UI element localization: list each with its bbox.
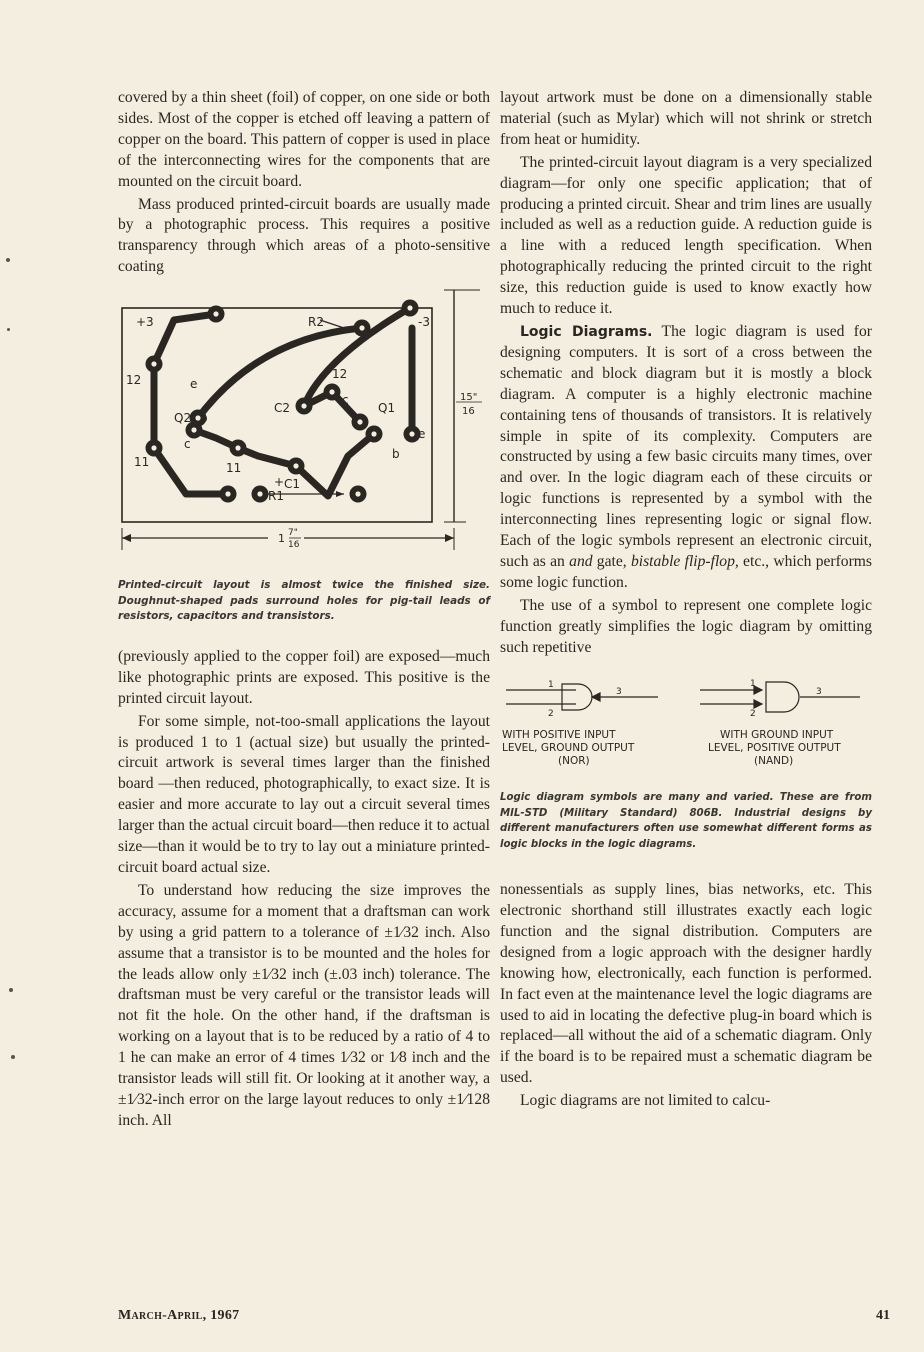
section-heading: Logic Diagrams. bbox=[520, 323, 653, 340]
gate-caption: WITH GROUND INPUT bbox=[720, 729, 834, 742]
gate-caption: LEVEL, POSITIVE OUTPUT bbox=[708, 742, 841, 755]
paragraph: Logic Diagrams. The logic diagram is used for designing computers. It is sort of a cross between the schematic and block diagram but it is mostly a block diagram. A computer is a highly electronic machine containing tens of thousands of transistors. It is relatively simple in spite of its complexity. Computers are constructed by using a few basic circuits many times, over and over. In the logic diagram each of these circuits or logic functions is represented by a symbol with the interconnecting lines representing logic or signal flow. Each of the logic symbols represent an electronic circuit, such as an and gate, bistable flip-flop, etc., which performs some logic function. bbox=[500, 322, 872, 591]
pcb-layout-diagram bbox=[118, 288, 490, 574]
label: R1 bbox=[268, 489, 284, 504]
pin-label: 2 bbox=[548, 709, 554, 720]
label: c bbox=[184, 437, 191, 452]
paragraph: layout artwork must be done on a dimensionally stable material (such as Mylar) which will not shrink or stretch from heat or humidity. bbox=[500, 89, 872, 148]
paragraph: (previously applied to the copper foil) are exposed—much like photographic prints are exposed. This positive is the printed circuit layout. bbox=[118, 647, 490, 707]
scan-speck bbox=[9, 988, 13, 992]
figure-caption: Printed-circuit layout is almost twice the finished size. Doughnut-shaped pads surround holes for pig-tail leads of resistors, capacitors and transistors. bbox=[118, 579, 490, 623]
paragraph: nonessentials as supply lines, bias networks, etc. This electronic shorthand still illustrates exactly each logic function and the signal distribution. Computers are designed from a logic approach with the designer hardly knowing how, electronically, each function is performed. In fact even at the maintenance level the logic diagrams are used to aid in locating the defective plug-in board which is replaced—all without the aid of a schematic diagram. Only if the board is to be repaired must a schematic diagram be used. bbox=[500, 881, 872, 1087]
pin-label: 2 bbox=[750, 709, 756, 720]
footer-issue: March-April, 1967 bbox=[118, 1308, 240, 1323]
paragraph: For some simple, not-too-small applications the layout is produced 1 to 1 (actual size) but usually the printed-circuit artwork is several times larger than the finished board —then reduced, photographically, to exact size. It is easier and more accurate to lay out a circuit several times larger than the actual circuit board—then reduce it to actual size—than it would be to try to lay out a miniature printed-circuit board actual size. bbox=[118, 712, 490, 876]
paragraph: The printed-circuit layout diagram is a very specialized diagram—for only one specific application; that of producing a printed circuit. Shear and trim lines are usually included as well as a reduction guide. A reduction guide is a line with a reduced length specification. When photographically reducing the printed circuit to the right size, this reduction guide is used to know exactly how much to reduce it. bbox=[500, 153, 872, 318]
label: e bbox=[190, 377, 198, 392]
gate-caption: WITH POSITIVE INPUT bbox=[502, 729, 616, 742]
label: 12 bbox=[126, 373, 142, 388]
pcb-figure bbox=[118, 288, 490, 574]
gate-caption: (NOR) bbox=[558, 755, 590, 768]
label: Q1 bbox=[378, 401, 396, 416]
label: b bbox=[200, 411, 208, 426]
gate-caption: LEVEL, GROUND OUTPUT bbox=[502, 742, 635, 755]
nand-gate bbox=[766, 682, 799, 712]
dimension-label: 16 bbox=[288, 540, 300, 551]
dimension-label: 7" bbox=[288, 528, 298, 539]
label: b bbox=[392, 447, 400, 462]
dimension-label: 15" bbox=[460, 392, 478, 404]
label: 11 bbox=[134, 455, 150, 470]
label: R2 bbox=[308, 315, 324, 330]
dimension-label: 1 bbox=[278, 532, 285, 546]
paragraph: The use of a symbol to represent one complete logic function greatly simplifies the logic diagram by omitting such repetitive bbox=[500, 596, 872, 656]
paragraph: To understand how reducing the size improves the accuracy, assume for a moment that a draftsman can work by using a grid pattern to a tolerance of ±1⁄32 inch. Also assume that a transistor is to be mounted and the holes for the leads allow only ±1⁄32 inch (±.03 inch) tolerance. The draftsman must be very careful or the transistor leads will not fit the hole. On the other hand, if the draftsman is working on a layout that is to be reduced by a ratio of 4 to 1 he can make an error of 4 times 1⁄32 or 1⁄8 inch and the transistor leads will still fit. Or looking at it another way, a ±1⁄32-inch error on the large layout reduces to only ±1⁄128 inch. All bbox=[118, 881, 490, 1129]
paragraph: Mass produced printed-circuit boards are usually made by a photographic process. This requires a positive transparency through which areas of a photo-sensitive coating bbox=[118, 195, 490, 276]
paragraph: covered by a thin sheet (foil) of copper, on one side or both sides. Most of the copper is etched off leaving a pattern of copper on the board. This pattern of copper is used in place of the interconnecting wires for the components that are mounted on the circuit board. bbox=[118, 89, 490, 190]
scan-speck bbox=[7, 328, 10, 331]
logic-figure bbox=[500, 676, 872, 782]
scan-speck bbox=[11, 1055, 15, 1059]
pin-label: 1 bbox=[750, 679, 756, 690]
nor-gate bbox=[562, 684, 592, 710]
label: c bbox=[342, 393, 349, 408]
pin-label: 3 bbox=[616, 687, 622, 698]
gate-caption: (NAND) bbox=[754, 755, 794, 768]
label: -3 bbox=[418, 315, 430, 330]
paragraph: Logic diagrams are not limited to calcu- bbox=[520, 1092, 771, 1110]
label: 12 bbox=[332, 367, 348, 382]
dimension-label: 16 bbox=[462, 406, 475, 418]
scan-speck bbox=[6, 258, 10, 262]
left-column bbox=[118, 88, 490, 1132]
pin-label: 3 bbox=[816, 687, 822, 698]
label: C2 bbox=[274, 401, 291, 416]
right-column bbox=[500, 88, 872, 1112]
page-number: 41 bbox=[876, 1308, 890, 1323]
label: + bbox=[274, 475, 285, 490]
pin-label: 1 bbox=[548, 680, 554, 691]
label: e bbox=[418, 427, 426, 442]
figure-caption: Logic diagram symbols are many and varied. These are from MIL-STD (Military Standard) 806B. Industrial designs by different manufacturers often use somewhat different forms as logic blocks in the logic diagrams. bbox=[500, 792, 872, 850]
label: +3 bbox=[136, 315, 154, 330]
label: C1 bbox=[284, 477, 301, 492]
label: 11 bbox=[226, 461, 242, 476]
trace bbox=[154, 314, 216, 364]
logic-symbols-diagram bbox=[500, 676, 872, 782]
label: Q2 bbox=[174, 411, 192, 426]
label: + bbox=[296, 395, 307, 410]
